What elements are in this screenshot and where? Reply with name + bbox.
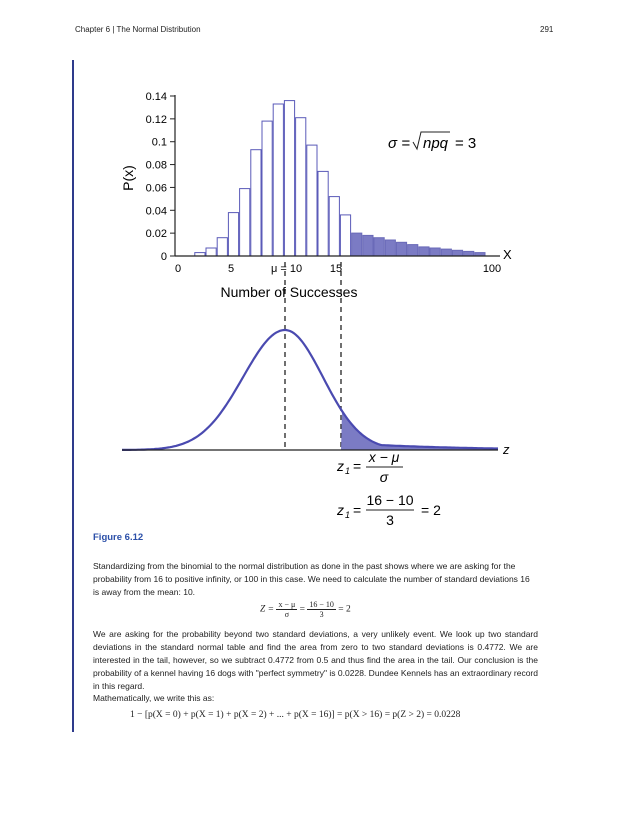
x-tick-label: 5	[227, 263, 235, 275]
page-number: 291	[540, 25, 554, 34]
probability-equation: 1 − [p(X = 0) + p(X = 1) + p(X = 2) + ... + p(X = 16)] = p(X > 16) = p(Z > 2) = 0.0228	[130, 710, 461, 720]
histogram-bar	[352, 233, 362, 256]
y-tick-label: 0.06	[145, 182, 167, 195]
x-tick-label: μ = 10	[271, 263, 303, 275]
histogram-bar	[217, 238, 227, 256]
sigma-formula	[388, 132, 476, 152]
histogram-bar	[340, 215, 350, 256]
eq-z-equals: =	[299, 604, 305, 615]
z1b-equals: =	[353, 502, 362, 518]
eq-z-den1: σ	[284, 610, 290, 619]
x-axis-symbol: X	[503, 247, 512, 262]
z1-denominator: σ	[379, 469, 389, 485]
z-equation	[260, 600, 351, 619]
histogram-bar	[307, 145, 317, 256]
z-formula-2	[336, 492, 441, 528]
sigma-value: = 3	[455, 135, 477, 152]
y-tick-label: 0.04	[145, 205, 167, 218]
eq-z-frac1	[276, 600, 297, 619]
x-tick-label: 100	[482, 263, 502, 275]
z1-symbol: z	[337, 458, 344, 474]
paragraph-standardizing: Standardizing from the binomial to the normal distribution as done in the past shows where we are asking for the probability from 16 to positive infinity, or 100 in this case. We need to calculate the number of standard deviations 16 is away from the mean: 10.	[93, 561, 530, 597]
y-tick-label: 0.14	[145, 91, 167, 103]
y-tick-label: 0.1	[151, 136, 167, 149]
histogram-bar	[363, 235, 373, 256]
z1-numerator: x − μ	[368, 449, 400, 465]
histogram-bar	[206, 248, 216, 256]
eq-z-den2: 3	[319, 610, 324, 619]
histogram-bar	[273, 104, 283, 256]
x-tick-label: 15	[329, 263, 343, 275]
z-formula-1	[336, 449, 403, 485]
z1b-subscript: 1	[345, 510, 351, 520]
z1b-denominator: 3	[386, 512, 394, 528]
y-tick-label: 0.08	[145, 159, 167, 172]
histogram-bar	[374, 238, 384, 256]
histogram-bar	[318, 171, 328, 256]
sigma-label: σ =	[388, 135, 410, 152]
eq-z-frac2	[307, 600, 336, 619]
tail-area	[341, 411, 498, 450]
y-tick-label: 0	[160, 251, 167, 263]
z1b-result: = 2	[421, 502, 441, 518]
x-tick-label: 0	[174, 263, 182, 275]
y-axis-label: P(x)	[120, 165, 136, 191]
eq-z-prefix: Z =	[260, 604, 275, 615]
eq-z-num1: x − μ	[278, 600, 296, 609]
y-tick-label: 0.02	[145, 228, 167, 241]
z-axis-symbol: z	[503, 442, 510, 457]
histogram-bar	[251, 150, 261, 256]
paragraph-probability: We are asking for the probability beyond two standard deviations, a very unlikely event. We look up two standard deviations in the standard normal table and find the area from zero to two standard deviations is 0.4772. We are interested in the tail, however, so we subtract 0.4772 from 0.5 and thus find the area in the tail. Our conclusion is the probability of a kennel having 16 dogs with "perfect symmetry" is 0.0228. Dundee Kennels has an extraordinary record in this regard.	[93, 629, 538, 691]
histogram-bar	[441, 249, 451, 256]
paragraph-mathematically: Mathematically, we write this as:	[93, 693, 215, 703]
histogram-chart	[120, 91, 512, 300]
histogram-bar	[408, 245, 418, 256]
histogram-bar	[228, 213, 238, 256]
histogram-bar	[262, 121, 272, 256]
histogram-bar	[296, 118, 306, 256]
z1b-numerator: 16 − 10	[366, 492, 414, 508]
histogram-bar	[396, 242, 406, 256]
histogram-bar	[284, 101, 294, 256]
eq-z-result: = 2	[338, 604, 351, 615]
histogram-bar	[419, 247, 429, 256]
histogram-bar	[329, 197, 339, 256]
figure-caption: Figure 6.12	[93, 532, 144, 543]
chapter-header: Chapter 6 | The Normal Distribution	[75, 25, 201, 34]
histogram-bar	[240, 189, 250, 256]
histogram-bar	[464, 251, 474, 256]
z1b-symbol: z	[337, 502, 344, 518]
sigma-expr: npq	[423, 135, 449, 152]
z1-equals: =	[353, 458, 362, 474]
histogram-bar	[452, 250, 462, 256]
histogram-bar	[430, 248, 440, 256]
normal-curve-chart	[122, 330, 510, 457]
eq-z-num2: 16 − 10	[309, 600, 334, 609]
z1-subscript: 1	[345, 466, 351, 476]
y-tick-label: 0.12	[145, 113, 167, 126]
normal-curve	[122, 330, 498, 450]
histogram-bar	[385, 240, 395, 256]
x-axis-label: Number of Successes	[220, 284, 358, 300]
